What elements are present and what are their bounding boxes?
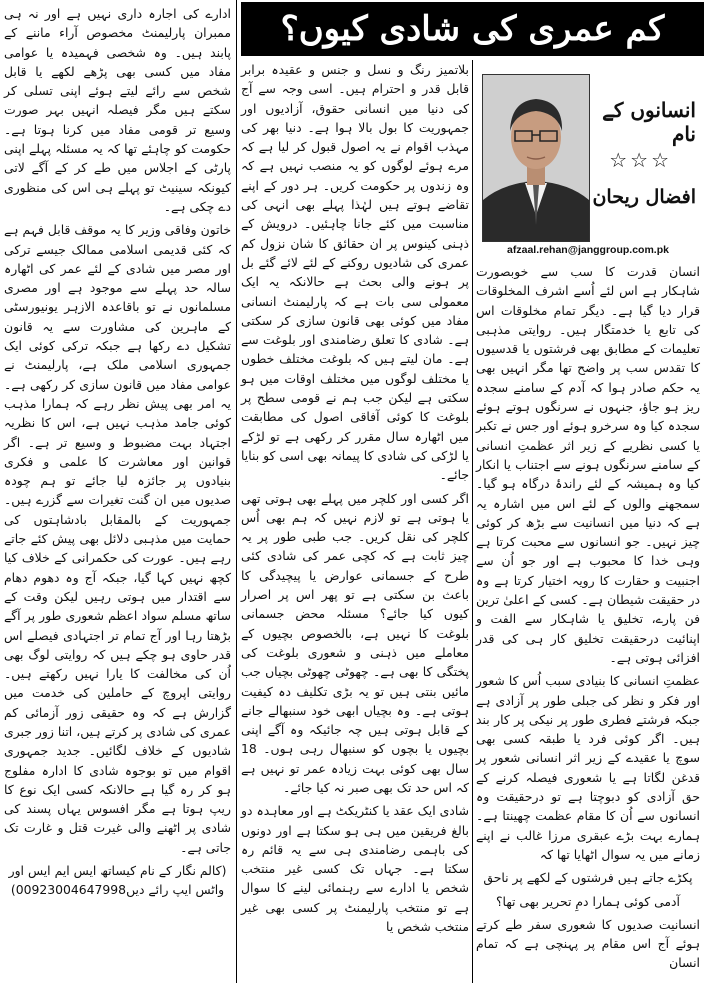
article-column-3	[4, 4, 231, 983]
headline-box	[241, 2, 704, 56]
paragraph: شادی ایک عقد یا کنٹریکٹ ہے اور معاہدہ دو بالغ فریقین میں ہی ہو سکتا ہے اور دونوں کی باہمی رضامندی ہی سے یہ قائم رہ سکتا ہے۔ جہاں تک کسی غیر منتخب شخص یا ادارے سے رہنمائی لینے کا سوال ہے تو منتخب پارلیمنٹ پر کسی بھی غیر منتخب شخص یا	[241, 803, 469, 935]
stars-icon: ☆☆☆	[609, 148, 672, 172]
headline: کم عمری کی شادی کیوں؟	[280, 9, 665, 49]
paragraph: انسان قدرت کا سب سے خوبصورت شاہکار ہے اس لئے اُسے اشرف المخلوقات قرار دیا گیا ہے۔ دیگر تمام مخلوقات اس کی تابع یا خدمتگار ہیں۔ روایتی مذہبی تعلیمات کے مطابق بھی فرشتوں یا قدسیوں کا تقدس سب پر واضح تھا مگر انہیں بھی یہ حکم صادر ہوا کہ آدم کے سامنے سجدہ ریز ہو جاؤ، جنہوں نے سرنگوں ہوتے ہوئے سجدہ کیا وہ سرخرو ہوئے اور جس نے تکبر یا کسی نظریے کے زیر اثر عظمتِ انسانی کے سامنے سرنگوں ہونے سے اجتناب یا انکار کیا وہ ہمیشہ کے لئے راندۂ درگاہ ہو گیا۔ سمجھنے والوں کے لئے اس میں اشارہ یہ ہے کہ دنیا میں انسانیت سے بڑھ کر کوئی چیز نہیں۔ جو انسانوں سے محبت کرتا ہے وہی خدا کا محبوب ہے اور جو اُن سے اجنبیت و حقارت کا رویہ اختیار کرتا ہے وہ در حقیقت شیطان ہے۔ کسی کے اعلیٰ ترین فن پارے، تخلیق یا شاہکار سے الفت و اپنائیت درحقیقت تخلیق کار ہی کی قدر افزائی ہوتی ہے۔	[476, 264, 700, 665]
author-name: افضال ریحان	[592, 186, 696, 208]
verse-line: آدمی کوئی ہمارا دمِ تحریر بھی تھا؟	[495, 893, 680, 909]
paragraph: خاتون وفاقی وزیر کا یہ موقف قابل فہم ہے کہ کئی قدیمی اسلامی ممالک جیسے ترکی اور مصر میں شادی کے لئے عمر کی اٹھارہ سالہ حد پہلے سے موجود ہے اور مصری مسلمانوں نے تو باقاعدہ الازہر یونیورسٹی کے ماہرین کی مشاورت سے یہ قانون تشکیل دے رکھا ہے جبکہ ترکی کوئی ایک جمہوری اسلامی ملک ہے، پارلیمنٹ نے عوامی مفاد میں قانون سازی کر رکھی ہے۔ یہ امر بھی پیش نظر رہے کہ ہمارا مذہب کوئی جامد مذہب نہیں ہے، اس کا نظریہ اجتہاد بہت مضبوط و وسیع تر ہے۔ اگر قوانین اور معاشرت کا علمی و فکری بنیادوں پر جائزہ لیا جائے تو ہم چودہ صدیوں میں ان گنت تغیرات سے گزرے ہیں۔ جمہوریت کے بالمقابل بادشاہتوں کی حمایت میں مذہبی دلائل بھی پیش کئے جاتے رہے ہیں۔ عورت کی حکمرانی کے خلاف کیا کچھ نہیں کہا گیا، جبکہ آج وہ دھوم دھام سے اقتدار میں ہوتی رہیں لیکن وقت کے ساتھ مسلم سواد اعظم شعوری طور پر آگے بڑھتا رہا اور آج تمام تر اجتہادی فیصلے اس قدر حاوی ہو چکے ہیں کہ روایتی لوگ بھی اُن کی مخالفت کا یارا نہیں رکھتے ہیں۔ روایتی اپروچ کے حاملین کی خدمت میں گزارش ہے کہ وہ حقیقی زور آزمائی کم عمری کی شادی پر کرتے ہیں، اتنا زور جبری شادیوں کے خلاف لگائیں۔ جدید جمہوری اقوام میں تو بوجوہ شادی کا ادارہ مفلوج ہو کر رہ گیا ہے حالانکہ کسی ایک نوع کا ریپ ہوتا ہے مگر افسوس یہاں پسند کی شادی پر اٹھنے والی غیرت قتل و غارت تک جاتی ہے۔	[4, 222, 231, 855]
paragraph: انسانیت صدیوں کا شعوری سفر طے کرتے ہوئے آج اس مقام پر پہنچی ہے کہ تمام انسان	[476, 916, 700, 971]
author-portrait-image	[483, 75, 589, 241]
article-column-2	[241, 60, 469, 983]
paragraph: بلاتمیز رنگ و نسل و جنس و عقیدہ برابر قابل قدر و احترام ہیں۔ اسی وجہ سے آج کی دنیا میں انسانی حقوق، آزادیوں اور جمہوریت کا بول بالا ہوا ہے۔ دنیا بھر کی مہذب اقوام نے یہ اصول قبول کر لیا ہے کہ مرے ہوئے لوگوں کو یہ منصب نہیں ہے کہ وہ زندوں پر حکومت کریں۔ ہر دور کے اپنے تقاضے ہوتے ہیں لہٰذا پہلے بھی انہی کی مناسبت میں کئے جانا چاہئیں۔ درویش کے ذہنی کینوس پر ان حقائق کا شان نزول کم عمری کی شادیوں روکنے کے لئے لائے گئے بل پر ہونے والی بحث ہے حالانکہ یہ ایک معمولی سی بات ہے کہ پارلیمنٹ انسانی مفاد میں کوئی بھی قانون سازی کر سکتی ہے۔ شادی کا تعلق رضامندی اور بلوغت سے ہے۔ مان لیتے ہیں کہ بلوغت مختلف خطوں یا مختلف لوگوں میں مختلف اوقات میں ہو سکتی ہے لیکن جب ہم نے قومی سطح پر بلوغت کا کوئی آفاقی اصول کی مطابقت میں اٹھارہ سال مقرر کر رکھی ہے تو لڑکے یا لڑکی کی شادی کا پیمانہ بھی اسی کو بنایا جائے۔	[241, 62, 469, 483]
column-divider	[472, 60, 473, 983]
contact-signoff: (کالم نگار کے نام کیساتھ ایس ایم ایس اور واٹس ایپ رائے دیں00923004647998)	[8, 863, 227, 898]
paragraph: ادارے کی اجارہ داری نہیں ہے اور نہ ہی ممبران پارلیمنٹ مخصوص آراء ماننے کے پابند ہیں۔ وہ شخصی فہمیدہ یا عوامی مفاد میں کسی بھی پڑھے لکھے یا قابل شخص سے رائے لیتے ہوئے اپنی تسلی کر سکتے ہیں مگر فیصلہ انہیں بہر صورت وسیع تر قومی مفاد میں کرنا ہوتا ہے۔ حکومت کو چاہئے تھا کہ یہ مسئلہ پہلے اپنی پارٹی کے اجلاس میں طے کر کے آگے لاتی کیونکہ سینیٹ تو پہلے ہی اس کی منظوری دے چکی ہے۔	[4, 6, 231, 214]
author-portrait	[482, 74, 590, 242]
author-email: afzaal.rehan@janggroup.com.pk	[507, 244, 669, 256]
verse-line: پکڑے جاتے ہیں فرشتوں کے لکھے پر ناحق	[483, 870, 693, 886]
article-column-1	[476, 262, 700, 983]
paragraph: عظمتِ انسانی کا بنیادی سبب اُس کا شعور اور فکر و نظر کی جبلی طور پر آزادی ہے جبکہ فرشتے فطری طور پر نیکی پر کار بند ہیں۔ اگر کوئی فرد یا طبقہ کسی بھی سوچ یا عقیدے کے زیر اثر انسانی شعور پر قدغن لگاتا ہے یا شعوری فیصلہ کرنے کے حق آزادی کو دبوچتا ہے تو درحقیقت وہ انسانوں سے اُن کا مقام عظمت چھینتا ہے۔ ہمارے بہت بڑے عبقری مرزا غالب نے اپنے زمانے میں یہ سوال اٹھایا تھا کہ	[476, 673, 700, 862]
column-divider	[236, 0, 237, 983]
column-name: انسانوں کے نام	[602, 98, 696, 146]
author-box	[476, 60, 700, 258]
paragraph: اگر کسی اور کلچر میں پہلے بھی ہوتی تھی یا ہوتی ہے تو لازم نہیں کہ ہم بھی اُس کلچر کی نقل کریں۔ جب طبی طور پر یہ چیز ثابت ہے کہ کچی عمر کی شادی کئی طرح کے جسمانی عوارض یا پیچیدگی کا باعث بن سکتی ہے تو پھر اس پر اصرار کیوں کیا جائے؟ مسئلہ محض جسمانی بلوغت کا نہیں ہے، بالخصوص بچیوں کے معاملے میں ذہنی و شعوری بلوغت کی پختگی کا بھی ہے۔ چھوٹی چھوٹی بچیاں جب مائیں بنتی ہیں تو یہ بڑی تکلیف دہ کیفیت ہوتی ہے۔ وہ بچیاں ابھی خود سنبھالے جانے کے قابل ہوتی ہیں چہ جائیکہ وہ آگے اپنی بچیوں یا بچوں کو سنبھال رہی ہوں۔ 18 سال بھی کوئی بہت زیادہ عمر تو نہیں ہے کہ اس حد تک بھی صبر نہ کیا جائے۔	[241, 490, 469, 795]
